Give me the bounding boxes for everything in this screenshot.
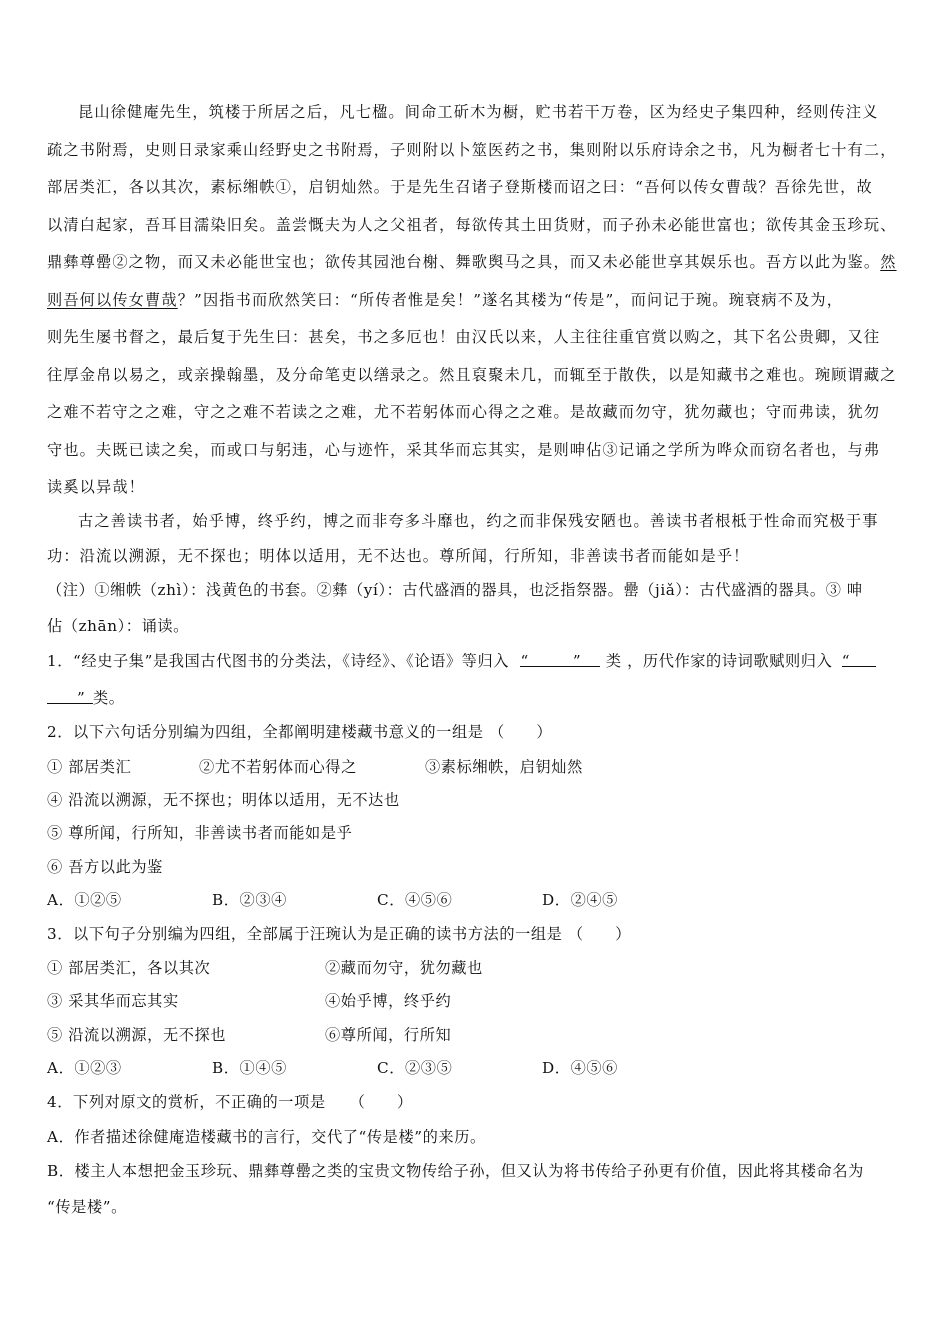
item: ③素标缃帙，启钥灿然 [425, 758, 583, 776]
passage-line: 读奚以异哉！ [47, 478, 146, 496]
passage-line: 则先生屡书督之，最后复于先生曰：甚矣，书之多厄也！由汉氏以来，人主往往重官赏以购之，其下名公贵卿，又往 [47, 328, 881, 346]
item: ④ 沿流以溯源，无不探也；明体以适用，无不达也 [47, 791, 400, 809]
question-stem: 1．“经史子集”是我国古代图书的分类法，《诗经》、《论语》等归入 [47, 652, 510, 670]
question-4-stem: 4．下列对原文的赏析，不正确的一项是 （ ） [47, 1093, 413, 1111]
quote-mark: “ [520, 652, 529, 670]
item: ②藏而勿守，犹勿藏也 [325, 959, 483, 977]
item: ⑥尊所闻，行所知 [325, 1026, 452, 1044]
passage-line: 守也。夫既已读之矣，而或口与躬违，心与迹忤，采其华而忘其实，是则呻佔③记诵之学所为哗众而窃名者也，与弗 [47, 441, 881, 459]
underlined-sentence: 则吾何以传女曹哉 [47, 291, 178, 309]
passage-text: 鼎彝尊罍②之物，而又未必能世宝也；欲传其园池台榭、舞歌舆马之具，而又未必能世享其娱乐也。吾方以此为鉴。 [47, 253, 881, 271]
passage-line: 以清白起家，吾耳目濡染旧矣。盖尝慨夫为人之父祖者，每欲传其土田货财，而子孙未必能世富也；欲传其金玉珍玩、 [47, 216, 897, 234]
underlined-sentence: 然 [880, 253, 897, 271]
item: ⑥ 吾方以此为鉴 [47, 858, 163, 876]
item: ① 部居类汇 [47, 758, 132, 776]
passage-line: 功：沿流以溯源，无不探也；明体以适用，无不达也。尊所闻，行所知，非善读书者而能如是乎！ [47, 547, 750, 565]
quote-mark: ” [77, 689, 86, 707]
question-text: 类。 [93, 689, 125, 707]
passage-line [47, 252, 907, 272]
passage-text: ？”因指书而欣然笑曰：“所传者惟是矣！”遂名其楼为“传是”，而问记于琬。琬衰病不及为， [177, 291, 844, 309]
option-d[interactable]: D．④⑤⑥ [542, 1059, 618, 1077]
passage-line: 往厚金帛以易之，或亲操翰墨，及分命笔吏以缮录之。然且裒聚未几，而辄至于散佚，以是知藏书之难也。琬顾谓藏之 [47, 366, 897, 384]
footnote-line: （注）①缃帙（zhì）：浅黄色的书套。②彝（yí）：古代盛酒的器具，也泛指祭器。罍（jiǎ）：古代盛酒的器具。③ 呻 [47, 581, 863, 599]
passage-line: 之难不若守之之难，守之之难不若读之之难，尤不若躬体而心得之之难。是故藏而勿守，犹勿藏也；守而弗读，犹勿 [47, 403, 881, 421]
option-c[interactable]: C．④⑤⑥ [377, 891, 453, 909]
answer-blank[interactable] [520, 651, 600, 670]
option-b-cont: “传是楼”。 [47, 1198, 127, 1216]
question-1 [47, 651, 907, 671]
quote-mark: “ [841, 652, 851, 670]
option-a[interactable]: A．①②③ [47, 1059, 122, 1077]
item: ②尤不若躬体而心得之 [199, 758, 357, 776]
footnote-line: 佔（zhān）：诵读。 [47, 617, 189, 635]
option-d[interactable]: D．②④⑤ [542, 891, 618, 909]
option-b[interactable]: B．①④⑤ [212, 1059, 287, 1077]
option-b[interactable]: B．楼主人本想把金玉珍玩、鼎彝尊罍之类的宝贵文物传给子孙，但又认为将书传给子孙更有价值，因此将其楼命名为 [47, 1162, 864, 1180]
question-3-stem: 3．以下句子分别编为四组，全部属于汪琬认为是正确的读书方法的一组是 （ ） [47, 925, 632, 943]
question-text: 类 ，历代作家的诗词歌赋则归入 [605, 652, 833, 670]
item: ① 部居类汇，各以其次 [47, 959, 211, 977]
item: ④始乎博，终乎约 [325, 992, 452, 1010]
answer-blank[interactable] [841, 651, 876, 670]
question-1-cont [47, 688, 907, 708]
quote-mark: ” [572, 652, 582, 670]
option-c[interactable]: C．②③⑤ [377, 1059, 453, 1077]
answer-blank[interactable] [47, 688, 93, 707]
passage-line: 古之善读书者，始乎博，终乎约，博之而非夸多斗靡也，约之而非保残安陋也。善读书者根柢于性命而究极于事 [78, 512, 879, 530]
passage-line: 疏之书附焉，史则日录家乘山经野史之书附焉，子则附以卜筮医药之书，集则附以乐府诗余之书，凡为橱者七十有二， [47, 141, 897, 159]
question-2-stem: 2．以下六句话分别编为四组，全都阐明建楼藏书意义的一组是 （ ） [47, 723, 553, 741]
passage-line [47, 290, 907, 310]
option-a[interactable]: A．作者描述徐健庵造楼藏书的言行，交代了“传是楼”的来历。 [47, 1128, 486, 1146]
option-a[interactable]: A．①②⑤ [47, 891, 122, 909]
item: ③ 采其华而忘其实 [47, 992, 179, 1010]
passage-line: 部居类汇，各以其次，素标缃帙①，启钥灿然。于是先生召诸子登斯楼而诏之曰：“吾何以传女曹哉？吾徐先世，故 [47, 178, 873, 196]
option-b[interactable]: B．②③④ [212, 891, 287, 909]
item: ⑤ 沿流以溯源，无不探也 [47, 1026, 227, 1044]
passage-line: 昆山徐健庵先生，筑楼于所居之后，凡七楹。间命工斫木为橱，贮书若干万卷，区为经史子集四种，经则传注义 [78, 103, 879, 121]
item: ⑤ 尊所闻，行所知，非善读书者而能如是乎 [47, 824, 353, 842]
